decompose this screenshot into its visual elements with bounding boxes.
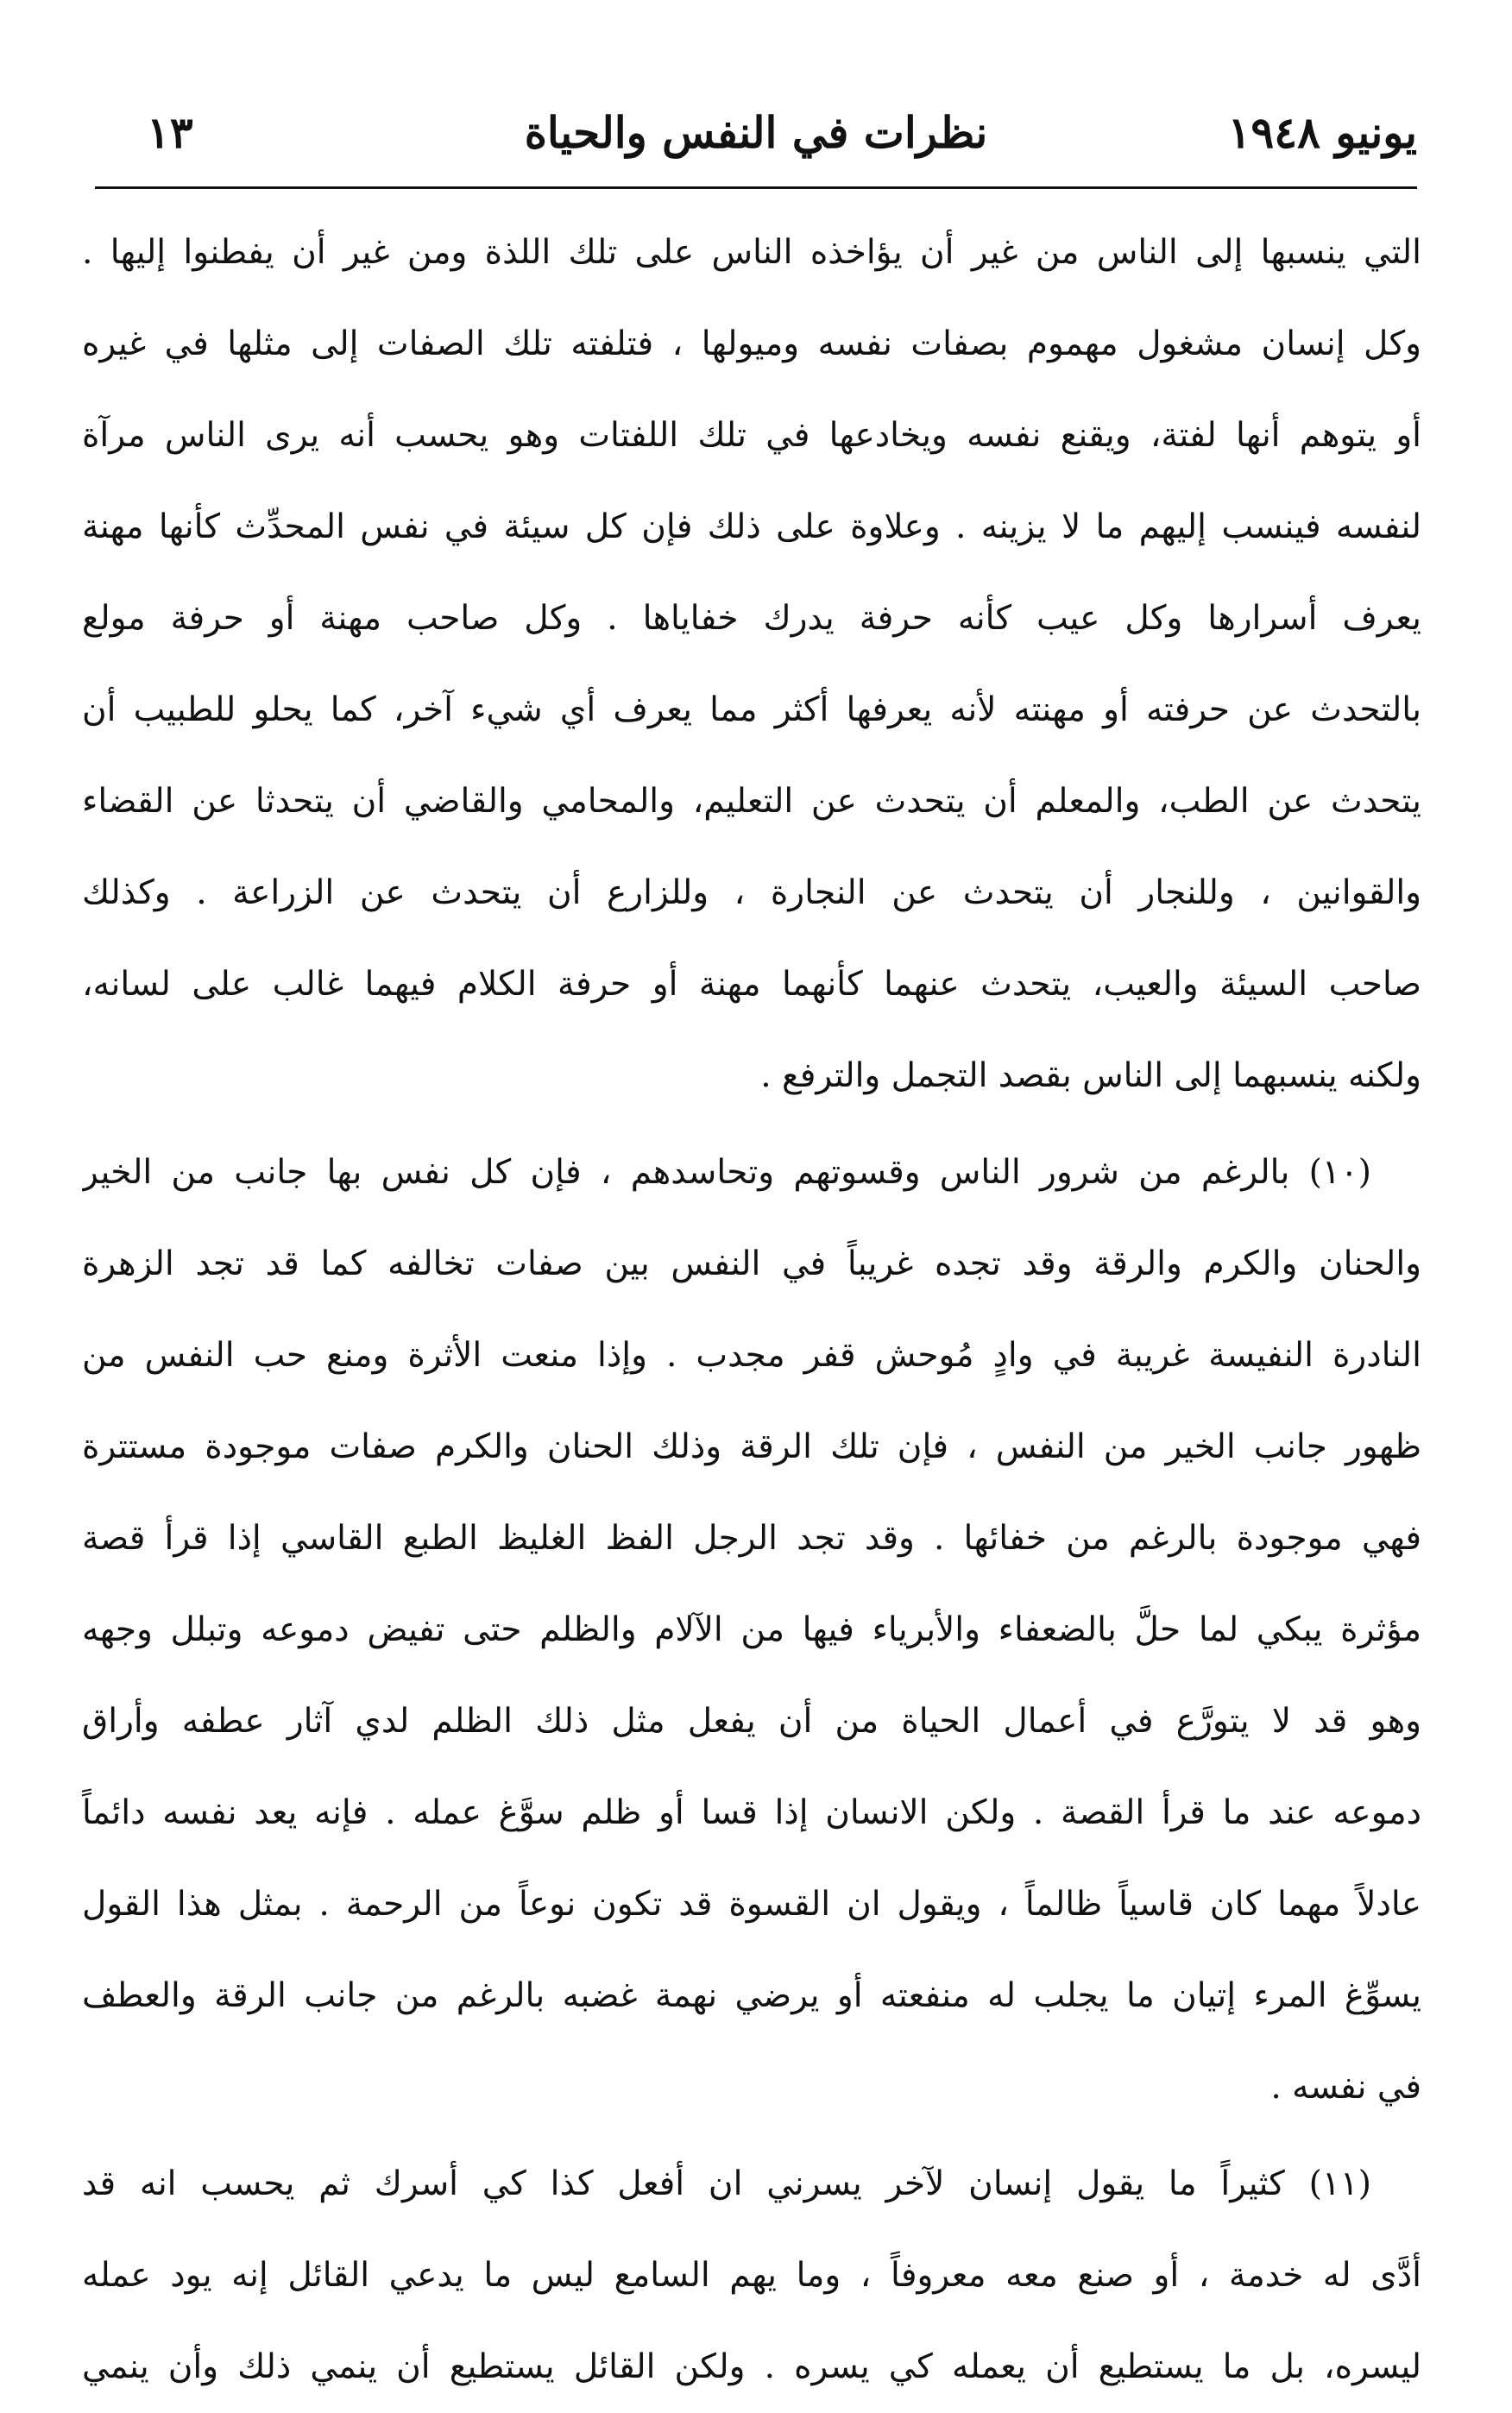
paragraph — [82, 1127, 1421, 2133]
header-date: يونيو ١٩٤٨ — [1227, 107, 1417, 158]
text-line: والقوانين ، وللنجار أن يتحدث عن النجارة ، وللزارع أن يتحدث عن الزراعة . وكذلك — [82, 873, 1421, 912]
text-line: وهو قد لا يتورَّع في أعمال الحياة من أن يفعل مثل ذلك الظلم لدي آثار عطفه وأراق — [82, 1702, 1421, 1741]
text-line: ولكنه ينسبهما إلى الناس بقصد التجمل والترفع . — [760, 1056, 1421, 1095]
text-line: النادرة النفيسة غريبة في وادٍ مُوحش قفر مجدب . وإذا منعت الأثرة ومنع حب النفس من — [82, 1336, 1421, 1375]
text-line: ليسره، بل ما يستطيع أن يعمله كي يسره . ولكن القائل يستطيع أن ينمي ذلك وأن ينمي — [82, 2347, 1421, 2386]
text-line: في نفسه . — [1270, 2068, 1421, 2107]
text-line: ظهور جانب الخير من النفس ، فإن تلك الرقة وذلك الحنان والكرم صفات موجودة مستترة — [82, 1427, 1421, 1466]
text-line: لنفسه فينسب إليهم ما لا يزينه . وعلاوة على ذلك فإن كل سيئة في نفس المحدِّث كأنها مهنة — [82, 507, 1421, 546]
text-line: والحنان والكرم والرقة وقد تجده غريباً في النفس بين صفات تخالفه كما قد تجد الزهرة — [82, 1244, 1421, 1283]
text-line: عادلاً مهما كان قاسياً ظالماً ، ويقول ان القسوة قد تكون نوعاً من الرحمة . بمثل هذا القول — [82, 1885, 1421, 1924]
page-number: ١٣ — [147, 107, 193, 158]
text-line: أدَّى له خدمة ، أو صنع معه معروفاً ، وما يهم السامع ليس ما يدعي القائل إنه يود عمله — [82, 2256, 1421, 2295]
text-line: وكل إنسان مشغول مهموم بصفات نفسه وميولها ، فتلفته تلك الصفات إلى مثلها في غيره — [82, 324, 1421, 363]
text-line: فهي موجودة بالرغم من خفائها . وقد تجد الرجل الفظ الغليظ الطبع القاسي إذا قرأ قصة — [82, 1519, 1421, 1558]
header-rule — [95, 186, 1417, 189]
text-line: بالتحدث عن حرفته أو مهنته لأنه يعرفها أكثر مما يعرف أي شيء آخر، كما يحلو للطبيب أن — [82, 690, 1421, 729]
text-line: أو يتوهم أنها لفتة، ويقنع نفسه ويخادعها في تلك اللفتات وهو يحسب أنه يرى الناس مرآة — [82, 416, 1421, 455]
text-line: التي ينسبها إلى الناس من غير أن يؤاخذه الناس على تلك اللذة ومن غير أن يفطنوا إليها . — [82, 233, 1421, 272]
header-title: نظرات في النفس والحياة — [524, 107, 988, 158]
text-line: (١٠) بالرغم من شرور الناس وقسوتهم وتحاسدهم ، فإن كل نفس بها جانب من الخير — [82, 1153, 1371, 1192]
text-line: يسوِّغ المرء إتيان ما يجلب له منفعته أو يرضي نهمة غضبه بالرغم من جانب الرقة والعطف — [82, 1976, 1421, 2015]
text-line: دموعه عند ما قرأ القصة . ولكن الانسان إذا قسا أو ظلم سوَّغ عمله . فإنه يعد نفسه دائماً — [82, 1793, 1421, 1832]
text-line: يتحدث عن الطب، والمعلم أن يتحدث عن التعليم، والمحامي والقاضي أن يتحدثا عن القضاء — [82, 782, 1421, 821]
running-header — [95, 95, 1417, 173]
paragraph — [82, 2139, 1421, 2413]
text-line: يعرف أسرارها وكل عيب كأنه حرفة يدرك خفاياها . وكل صاحب مهنة أو حرفة مولع — [82, 599, 1421, 638]
text-line: مؤثرة يبكي لما حلَّ بالضعفاء والأبرياء فيها من الآلام والظلم حتى تفيض دموعه وتبلل وجهه — [82, 1610, 1421, 1649]
text-line: (١١) كثيراً ما يقول إنسان لآخر يسرني ان أفعل كذا كي أسرك ثم يحسب انه قد — [82, 2164, 1371, 2203]
body-text — [82, 207, 1421, 2413]
paragraph — [82, 207, 1421, 1122]
text-line: صاحب السيئة والعيب، يتحدث عنهما كأنهما مهنة أو حرفة الكلام فيهما غالب على لسانه، — [82, 965, 1421, 1004]
